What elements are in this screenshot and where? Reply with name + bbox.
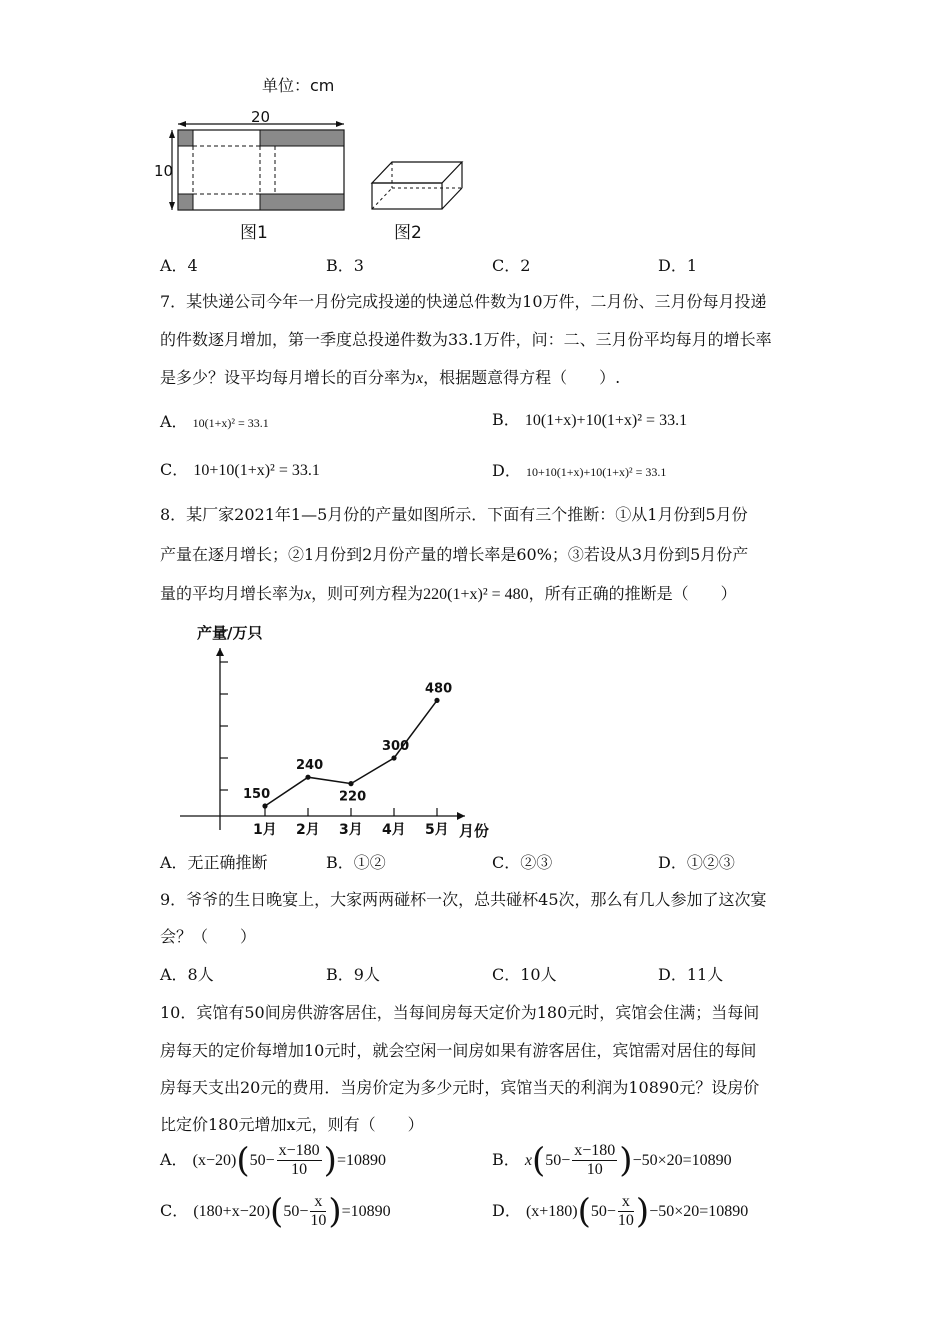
q7-option-b: B． 10(1+x)+10(1+x)² = 33.1 (492, 410, 688, 429)
unit-label: 单位：cm (262, 76, 335, 95)
variable-x: x (304, 586, 312, 603)
data-label: 220 (339, 789, 367, 805)
q6-option-a: A．4 (160, 256, 198, 275)
production-chart (175, 618, 505, 846)
caption-fig2: 图2 (394, 223, 422, 243)
q8-line-2: 产量在逐月增长；②1月份到2月份产量的增长率是60%；③若设从3月份到5月份产 (160, 545, 749, 564)
q6-option-b: B．3 (326, 256, 364, 275)
x-tick-label: 2月 (296, 822, 320, 838)
data-point (391, 755, 396, 760)
q6-option-c: C．2 (492, 256, 531, 275)
q7-a-expression: 10(1+x)² = 33.1 (192, 416, 269, 430)
figure-6-svg (150, 70, 480, 250)
q7-line-3: 是多少？设平均每月增长的百分率为x，根据题意得方程（ ）. (160, 368, 621, 387)
q9-line-1: 9．爷爷的生日晚宴上，大家两两碰杯一次，总共碰杯45次，那么有几人参加了这次宴 (160, 890, 767, 909)
q10-line-4: 比定价180元增加x元，则有（ ） (160, 1115, 424, 1134)
q6-option-d: D．1 (658, 256, 698, 275)
data-point (348, 781, 353, 786)
q10-option-c: C． (180+x−20)(50− $\frac{x}{10}$ )=10890 (160, 1191, 391, 1232)
data-label: 480 (425, 681, 453, 697)
data-point (262, 803, 267, 808)
data-point (434, 698, 439, 703)
x-tick-label: 3月 (339, 822, 363, 838)
q8-line-1: 8．某厂家2021年1—5月份的产量如图所示．下面有三个推断：①从1月份到5月份 (160, 505, 748, 524)
caption-fig1: 图1 (240, 223, 268, 243)
q7-b-expression: 10(1+x)+10(1+x)² = 33.1 (524, 412, 688, 429)
x-tick-label: 4月 (382, 822, 406, 838)
q9-option-a: A．8人 (160, 965, 214, 984)
height-label: 10 (154, 162, 174, 180)
q8-option-c: C．②③ (492, 853, 553, 872)
q7-line-2: 的件数逐月增加，第一季度总投递件数为33.1万件，问：二、三月份平均每月的增长率 (160, 330, 772, 349)
q7-d-expression: 10+10(1+x)+10(1+x)² = 33.1 (525, 465, 667, 479)
q8-option-a: A．无正确推断 (160, 853, 268, 872)
variable-x: x (416, 370, 424, 387)
q10-option-a: A． (x−20)(50− $\frac{x-180}{10}$ )=10890 (160, 1140, 386, 1181)
q10-line-3: 房每天支出20元的费用．当房价定为多少元时，宾馆当天的利润为10890元？设房价 (160, 1078, 760, 1097)
width-label: 20 (251, 108, 271, 126)
data-point (305, 775, 310, 780)
q9-line-2: 会？（ ） (160, 927, 257, 946)
q9-option-c: C．10人 (492, 965, 557, 984)
q10-line-1: 10．宾馆有50间房供游客居住，当每间房每天定价为180元时，宾馆会住满；当每间 (160, 1003, 760, 1022)
q7-option-c: C． 10+10(1+x)² = 33.1 (160, 460, 320, 479)
q8-equation: 220(1+x)² = 480 (423, 586, 529, 603)
q8-line-3: 量的平均月增长率为x，则可列方程为220(1+x)² = 480，所有正确的推断是（ ） (160, 584, 737, 603)
q9-option-d: D．11人 (658, 965, 724, 984)
production-chart-svg (175, 618, 505, 846)
q9-option-b: B．9人 (326, 965, 380, 984)
q7-option-d: D． 10+10(1+x)+10(1+x)² = 33.1 (492, 461, 667, 480)
data-label: 240 (296, 758, 324, 774)
data-label: 150 (243, 787, 271, 802)
q7-line-1: 7．某快递公司今年一月份完成投递的快递总件数为10万件，二月份、三月份每月投递 (160, 292, 767, 311)
figure-6 (150, 70, 480, 250)
q10-option-d: D． (x+180)(50− $\frac{x}{10}$ )−50×20=10890 (492, 1191, 749, 1232)
chart-x-label: 月份 (459, 822, 490, 840)
q10-option-b: B． x(50− $\frac{x-180}{10}$ )−50×20=10890 (492, 1140, 732, 1181)
q7-option-a: A． 10(1+x)² = 33.1 (160, 412, 269, 431)
x-tick-label: 1月 (253, 822, 277, 838)
q10-line-2: 房每天的定价每增加10元时，就会空闲一间房如果有游客居住，宾馆需对居住的每间 (160, 1041, 757, 1060)
q8-option-b: B．①② (326, 853, 386, 872)
x-tick-label: 5月 (425, 822, 449, 838)
data-label: 300 (382, 739, 410, 754)
q8-option-d: D．①②③ (658, 853, 735, 872)
chart-y-label: 产量/万只 (197, 624, 263, 642)
q7-c-expression: 10+10(1+x)² = 33.1 (193, 462, 320, 479)
